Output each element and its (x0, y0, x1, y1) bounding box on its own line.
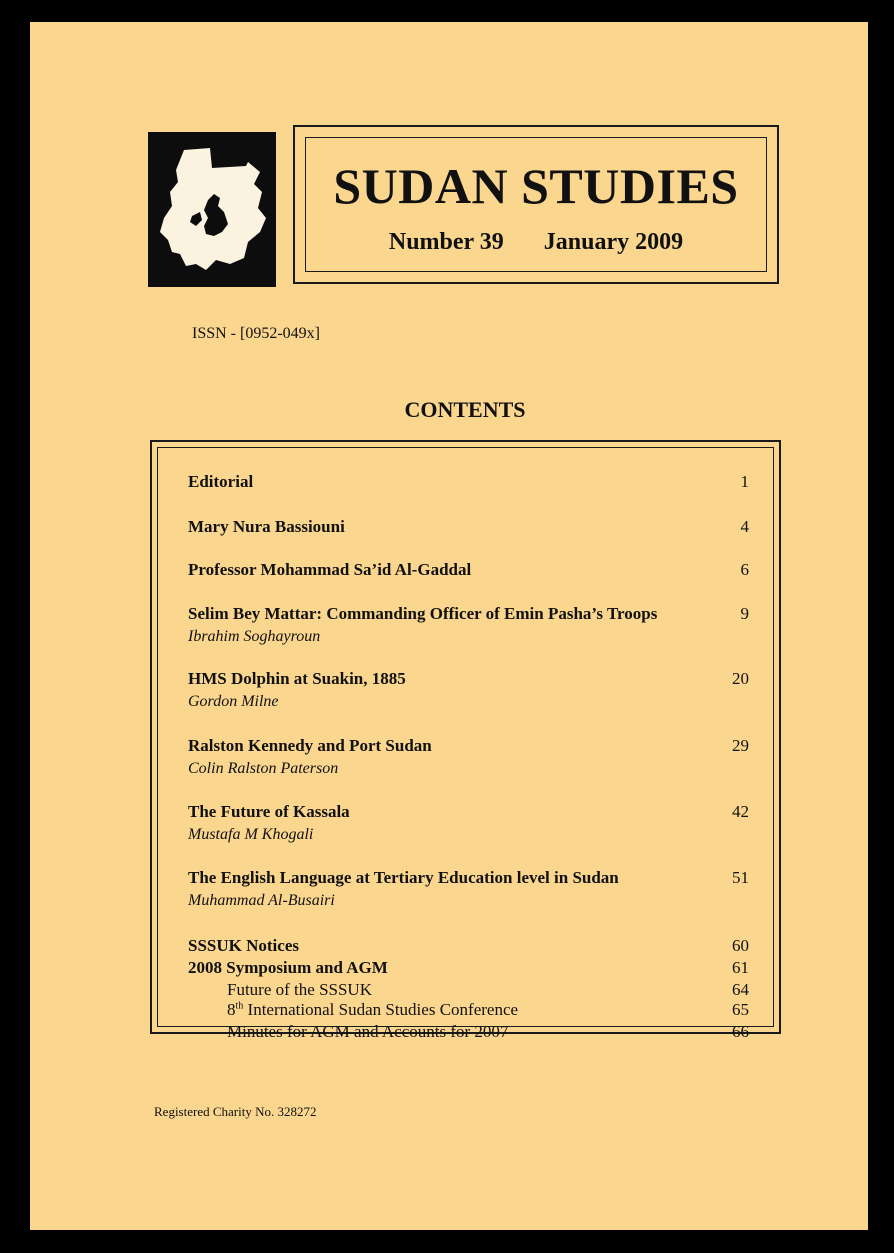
toc-entry-author: Mustafa M Khogali (188, 826, 314, 843)
table-of-contents (150, 440, 781, 1041)
toc-entry (188, 958, 749, 978)
sudan-uk-map-logo (148, 132, 276, 287)
toc-entry-page: 60 (732, 936, 749, 955)
toc-entry (188, 472, 749, 492)
toc-entry-title: Selim Bey Mattar: Commanding Officer of Emin Pasha’s Troops (188, 604, 658, 623)
toc-entry-author: Ibrahim Soghayroun (188, 628, 321, 645)
toc-subitem (227, 980, 749, 1000)
toc-entry-page: 51 (732, 868, 749, 887)
title-box (293, 125, 779, 284)
toc-entry (188, 604, 749, 646)
toc-subitem-label: Minutes for AGM and Accounts for 2007 (227, 1022, 509, 1041)
toc-entry-page: 4 (740, 517, 749, 536)
journal-title: SUDAN STUDIES (333, 158, 739, 214)
toc-entry-title: HMS Dolphin at Suakin, 1885 (188, 669, 406, 688)
toc-entry-page: 1 (740, 472, 749, 491)
toc-entry-page: 6 (740, 560, 749, 579)
toc-entry (188, 517, 749, 537)
toc-subitem-page: 64 (732, 980, 749, 999)
toc-subitem (227, 1022, 749, 1042)
toc-entry-title: 2008 Symposium and AGM (188, 958, 388, 977)
toc-entry-author: Gordon Milne (188, 693, 279, 710)
conference-label: International Sudan Studies Conference (243, 1000, 519, 1019)
toc-subitem-page: 66 (732, 1022, 749, 1041)
toc-subitem-label: Future of the SSSUK (227, 980, 372, 999)
issue-line (295, 229, 777, 256)
toc-entry (188, 736, 749, 778)
toc-entry-title: The English Language at Tertiary Education level in Sudan (188, 868, 619, 887)
toc-entry-title: SSSUK Notices (188, 936, 299, 955)
ordinal-suffix: th (235, 1000, 244, 1012)
issue-number: Number 39 (388, 229, 504, 255)
toc-entry-title: Editorial (188, 472, 254, 491)
charity-number: Registered Charity No. 328272 (154, 1104, 317, 1119)
contents-heading: CONTENTS (404, 397, 526, 422)
toc-entry-title: Ralston Kennedy and Port Sudan (188, 736, 432, 755)
issue-date: January 2009 (543, 229, 684, 255)
toc-entry-title: The Future of Kassala (188, 802, 350, 821)
toc-subitem-page: 65 (732, 1000, 749, 1019)
toc-entry-author: Colin Ralston Paterson (188, 760, 339, 777)
toc-entry-title: Mary Nura Bassiouni (188, 517, 345, 536)
ordinal-number: 8 (227, 1000, 236, 1019)
toc-entry-title: Professor Mohammad Sa’id Al-Gaddal (188, 560, 472, 579)
toc-entry (188, 936, 749, 956)
toc-entry-page: 9 (740, 604, 749, 623)
toc-entry (188, 868, 749, 910)
toc-entry-page: 29 (732, 736, 749, 755)
toc-entry-page: 61 (732, 958, 749, 977)
toc-subitem (227, 1000, 749, 1020)
toc-entry-page: 20 (732, 669, 749, 688)
toc-entry (188, 560, 749, 580)
toc-entry (188, 802, 749, 844)
issn: ISSN - [0952-049x] (192, 325, 320, 342)
toc-subitem-label (227, 1000, 518, 1019)
toc-entry-author: Muhammad Al-Busairi (188, 892, 335, 909)
toc-entry (188, 669, 749, 711)
journal-cover (30, 22, 868, 1230)
toc-entry-page: 42 (732, 802, 749, 821)
